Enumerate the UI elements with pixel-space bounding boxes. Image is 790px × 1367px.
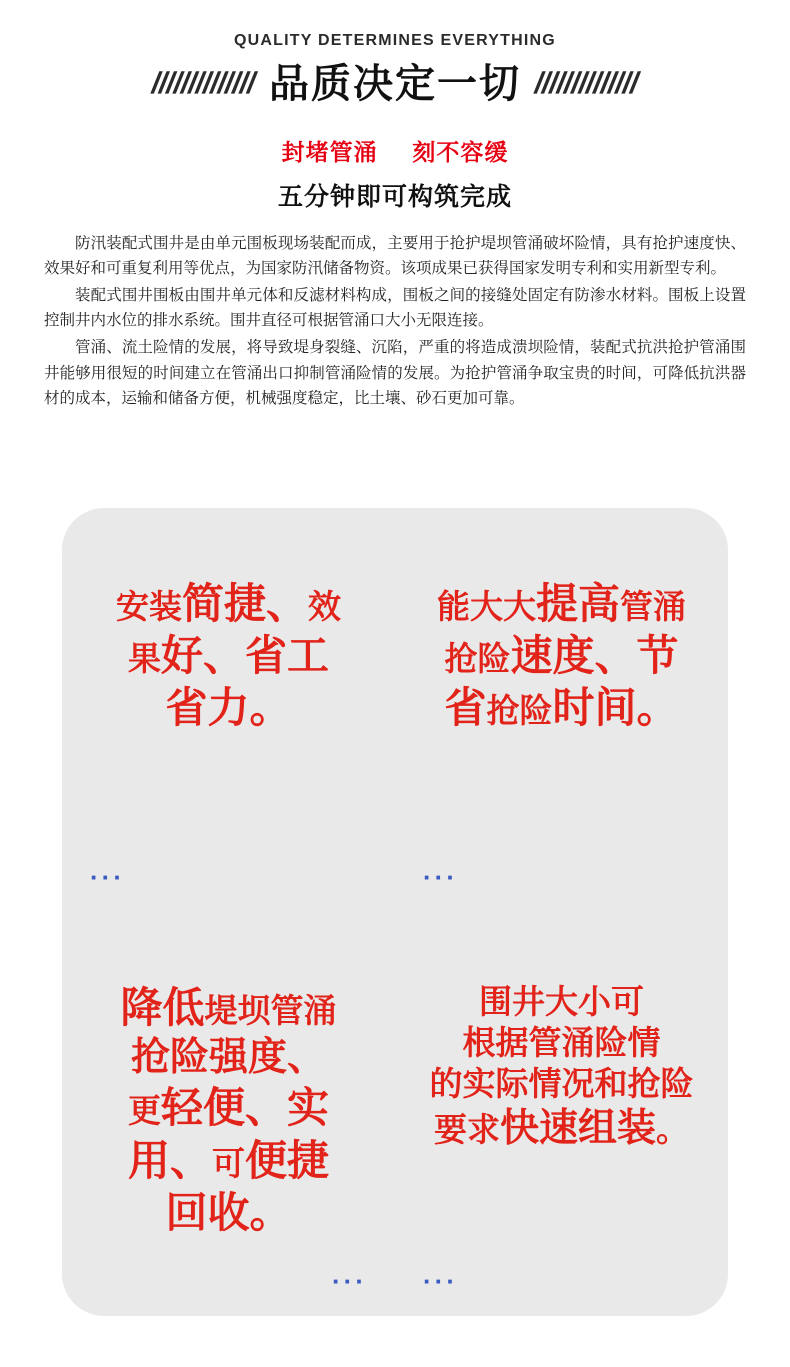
card-text-segment: 要求 [433, 1110, 500, 1148]
slash-decoration-right: ////////////// [531, 67, 642, 100]
card-text-line [421, 1105, 702, 1153]
card-text-segment: 简捷、 [181, 580, 308, 627]
card-text-line [88, 982, 369, 1034]
body-copy [44, 231, 746, 411]
card-text-segment: 速度、节 [510, 632, 679, 680]
card-dots-decoration: ··· [90, 862, 125, 892]
card-text-line [88, 1082, 369, 1134]
card-text-segment: 能大大 [436, 588, 536, 625]
card-text-segment: 管涌 [620, 588, 686, 625]
card-text-segment: 回收。 [165, 1188, 292, 1236]
card-text-segment: 省 [444, 684, 487, 732]
card-text-segment: 时间。 [552, 684, 679, 732]
card-dots-decoration: ··· [423, 1266, 458, 1296]
subheading-red-part1: 封堵管涌 [281, 139, 378, 165]
card-text-line [421, 1064, 702, 1105]
card-text-line [421, 578, 702, 630]
card-text-segment: 围井大小可 [479, 983, 644, 1020]
header-eyebrow: QUALITY DETERMINES EVERYTHING [234, 32, 556, 49]
card-text-line [421, 682, 702, 734]
card-text-line [88, 1135, 369, 1187]
body-paragraph-1: 防汛装配式围井是由单元围板现场装配而成，主要用于抢护堤坝管涌破坏险情，具有抢护速度快、效果好和可重复利用等优点，为国家防汛储备物资。该项成果已获得国家发明专利和实用新型专利。 [44, 235, 746, 278]
feature-card-grid [62, 508, 728, 1316]
card-reduce-intensity [62, 912, 395, 1316]
subheading-dark: 五分钟即可构筑完成 [277, 183, 512, 211]
card-text-line [88, 1187, 369, 1239]
subheading-red-part2: 刻不容缓 [412, 139, 509, 165]
card-text-segment: 省力。 [165, 684, 292, 732]
slash-decoration-left: ////////////// [148, 67, 259, 100]
card-dots-decoration: ··· [423, 862, 458, 892]
subheading-red [0, 134, 790, 167]
card-text-segment: 抢险 [444, 640, 511, 678]
card-text-line [421, 1023, 702, 1064]
card-dots-decoration: ··· [332, 1266, 367, 1296]
card-text-segment: 根据管涌险情 [462, 1023, 661, 1061]
page-title: 品质决定一切 [269, 62, 521, 106]
card-text-segment: 安装 [115, 588, 182, 625]
card-text-line [88, 682, 369, 734]
card-text-line [88, 578, 369, 630]
card-text-segment: 降低 [120, 984, 205, 1031]
card-text-segment: 的实际情况和抢险 [429, 1064, 694, 1102]
card-improve-speed [395, 508, 728, 912]
card-text-segment: 轻便、实 [160, 1084, 329, 1132]
card-install-simple [62, 508, 395, 912]
card-text-segment: 更 [127, 1092, 161, 1130]
card-text-segment: 便捷 [245, 1136, 330, 1184]
card-text-segment: 可 [212, 1144, 245, 1182]
card-text-line [421, 630, 702, 682]
card-text-segment: 提高 [535, 580, 620, 627]
card-text-line [88, 1034, 369, 1082]
card-text-segment: 果 [127, 640, 161, 678]
card-text-segment: 好、省工 [160, 632, 329, 680]
card-text-segment: 抢险 [486, 692, 553, 730]
card-text-segment: 抢险强度、 [130, 1036, 326, 1080]
card-text-line [421, 982, 702, 1023]
card-text-segment: 用、 [127, 1136, 212, 1184]
card-size-adjustable [395, 912, 728, 1316]
card-text-segment: 效 [308, 588, 341, 625]
card-text-line [88, 630, 369, 682]
card-text-segment: 堤坝管涌 [204, 992, 337, 1029]
header-title-row [0, 64, 790, 104]
card-text-segment: 。 [656, 1110, 689, 1148]
card-text-segment: 快速组装 [499, 1106, 656, 1150]
body-paragraph-2: 装配式围井围板由围井单元体和反滤材料构成，围板之间的接缝处固定有防渗水材料。围板上设置控制井内水位的排水系统。围井直径可根据管涌口大小无限连接。 [44, 287, 746, 330]
body-paragraph-3: 管涌、流土险情的发展，将导致堤身裂缝、沉陷，严重的将造成溃坝险情，装配式抗洪抢护管涌围井能够用很短的时间建立在管涌出口抑制管涌险情的发展。为抢护管涌争取宝贵的时间，可降低抗洪器材的成本，运输和储备方便，机械强度稳定，比土壤、砂石更加可靠。 [44, 339, 746, 407]
